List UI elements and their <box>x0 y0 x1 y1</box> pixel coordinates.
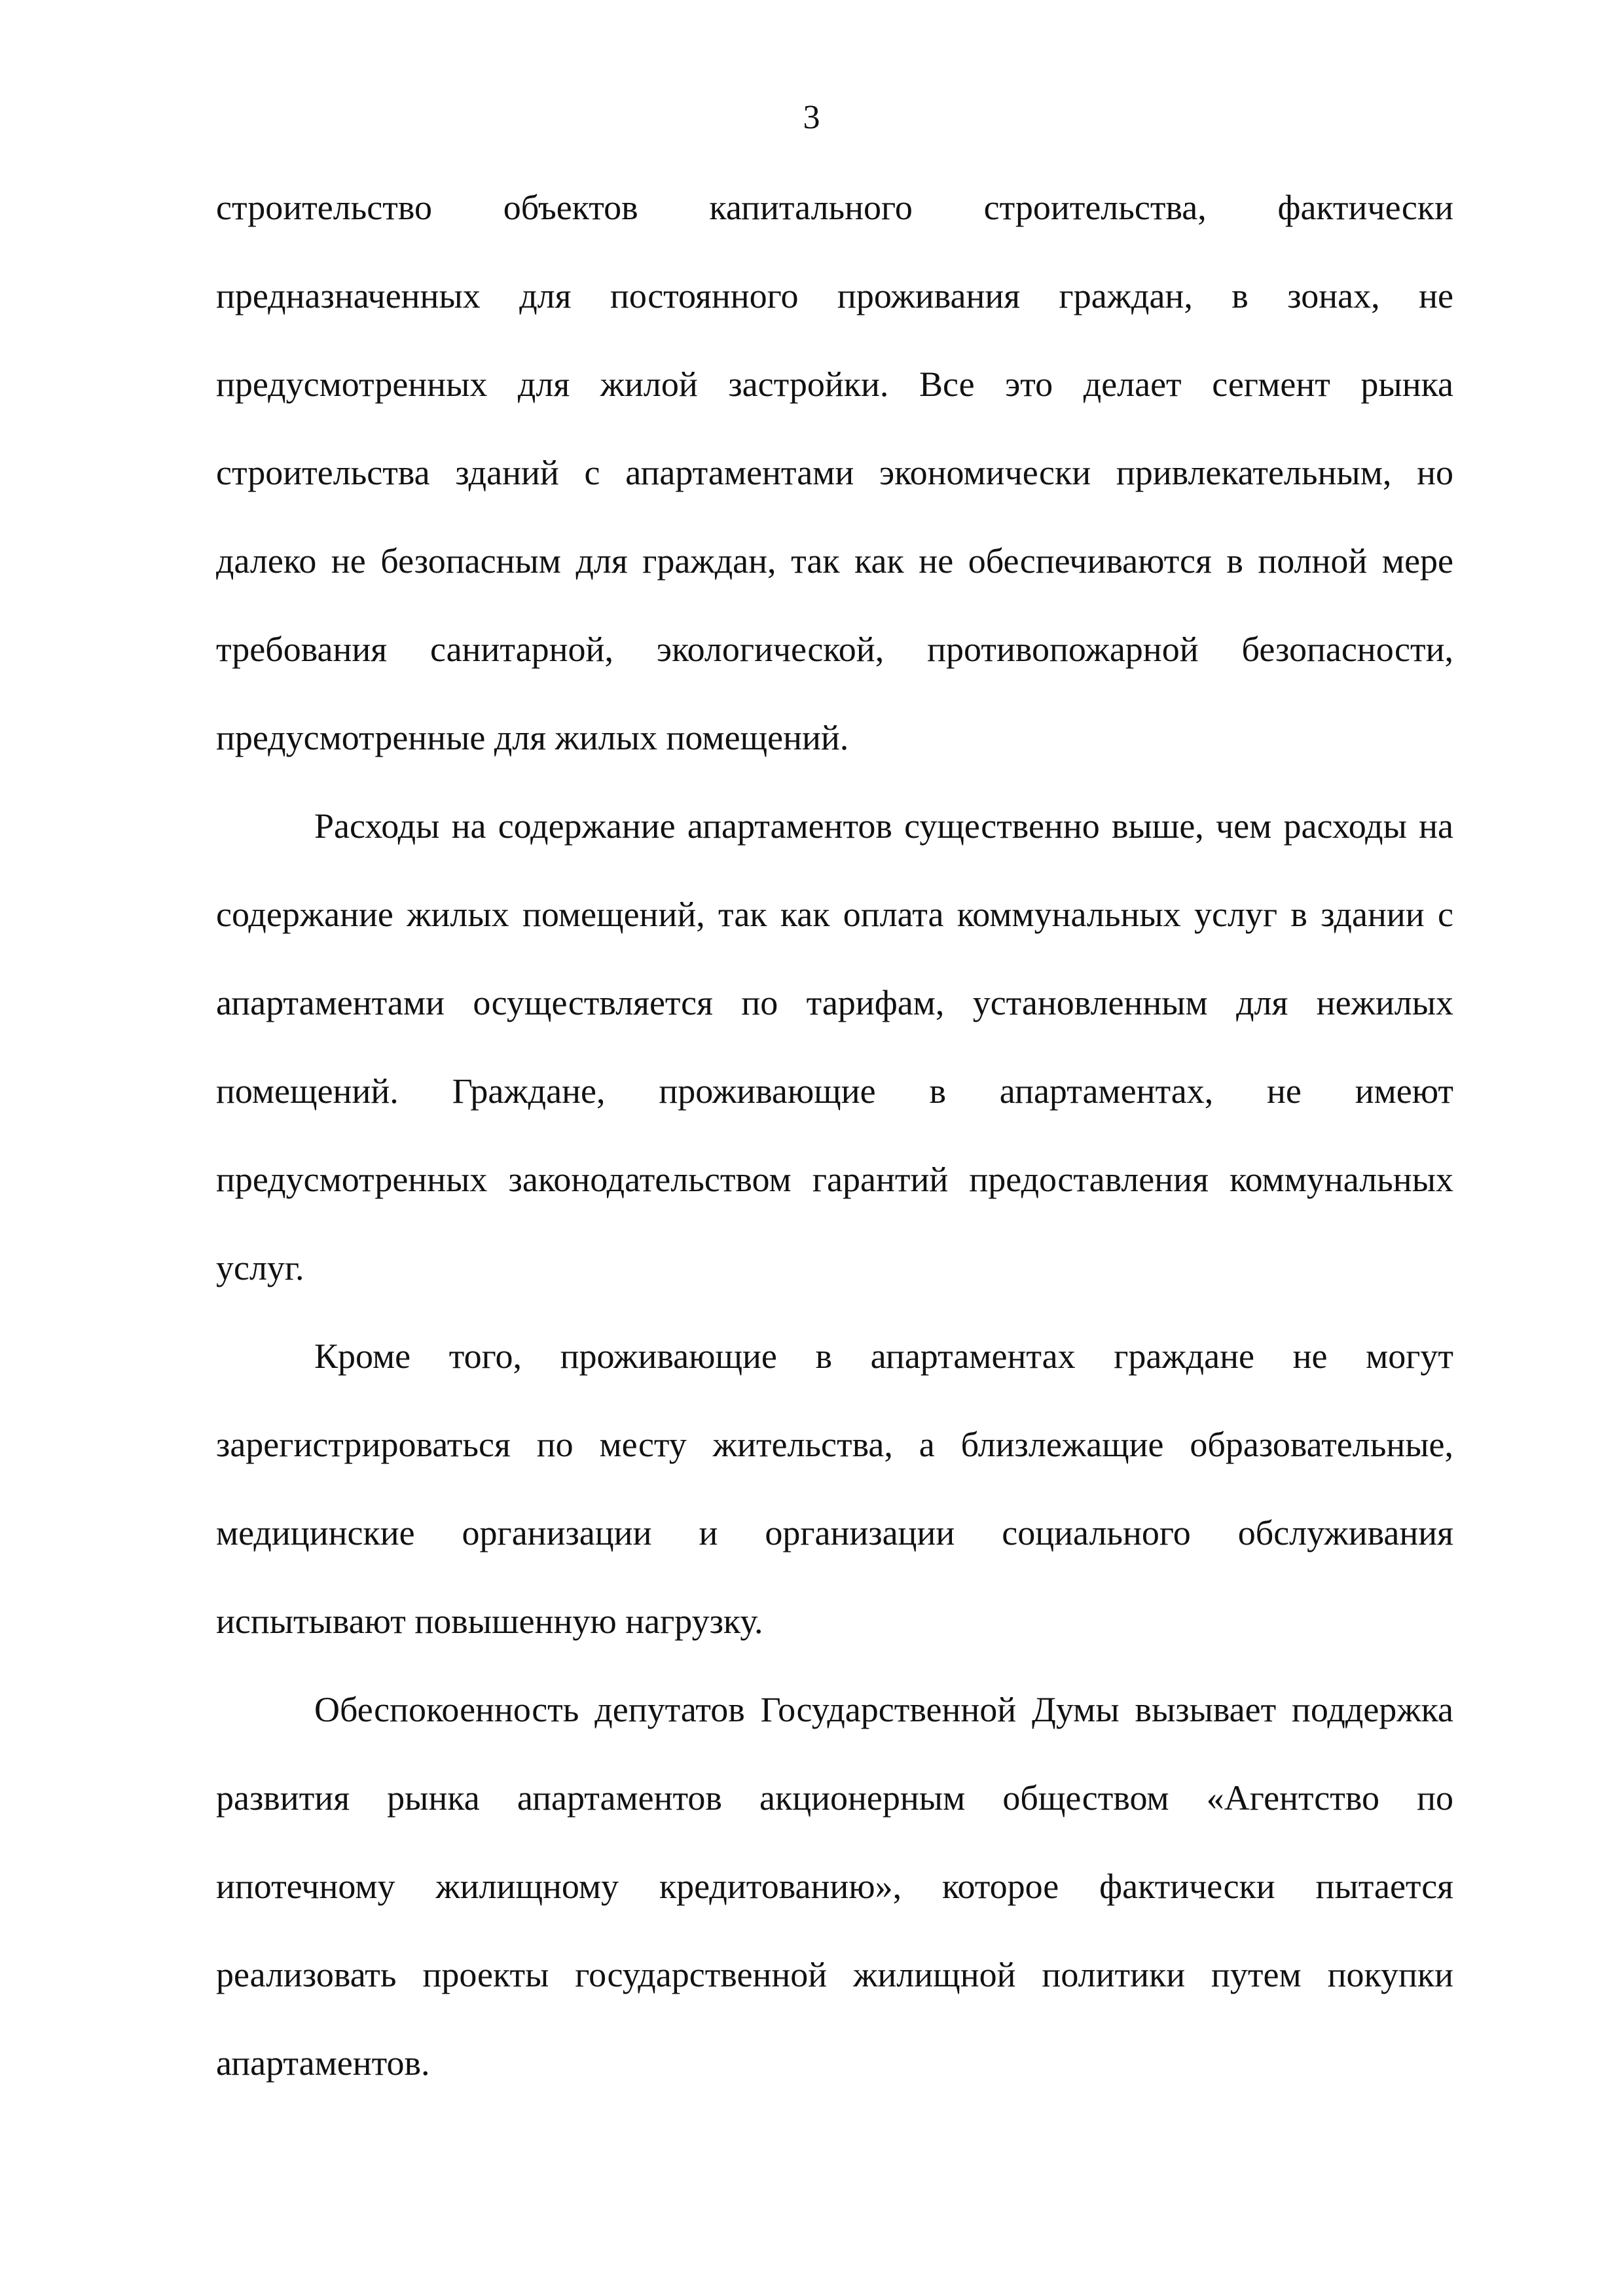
paragraph-maintenance-costs: Расходы на содержание апартаментов существенно выше, чем расходы на содержание жилых помещений, так как оплата коммунальных услуг в здании с апартаментами осуществляется по тарифам, установленным для нежилых помещений. Граждане, проживающие в апартаментах, не имеют предусмотренных законодательством гарантий предоставления коммунальных услуг. <box>216 806 1453 1287</box>
paragraph-continuation: строительство объектов капитального строительства, фактически предназначенных для постоянного проживания граждан, в зонах, не предусмотренных для жилой застройки. Все это делает сегмент рынка строительства зданий с апартаментами экономически привлекательным, но далеко не безопасным для граждан, так как не обеспечиваются в полной мере требования санитарной, экологической, противопожарной безопасности, предусмотренные для жилых помещений. <box>216 188 1453 757</box>
page-number: 3 <box>803 99 820 136</box>
paragraph-deputies-concern: Обеспокоенность депутатов Государственной Думы вызывает поддержка развития рынка апартаментов акционерным обществом «Агентство по ипотечному жилищному кредитованию», которое фактически пытается реализовать проекты государственной жилищной политики путем покупки апартаментов. <box>216 1690 1453 2083</box>
paragraph-registration: Кроме того, проживающие в апартаментах граждане не могут зарегистрироваться по месту жительства, а близлежащие образовательные, медицинские организации и организации социального обслуживания испытывают повышенную нагрузку. <box>216 1336 1453 1641</box>
document-body <box>216 164 1453 2108</box>
